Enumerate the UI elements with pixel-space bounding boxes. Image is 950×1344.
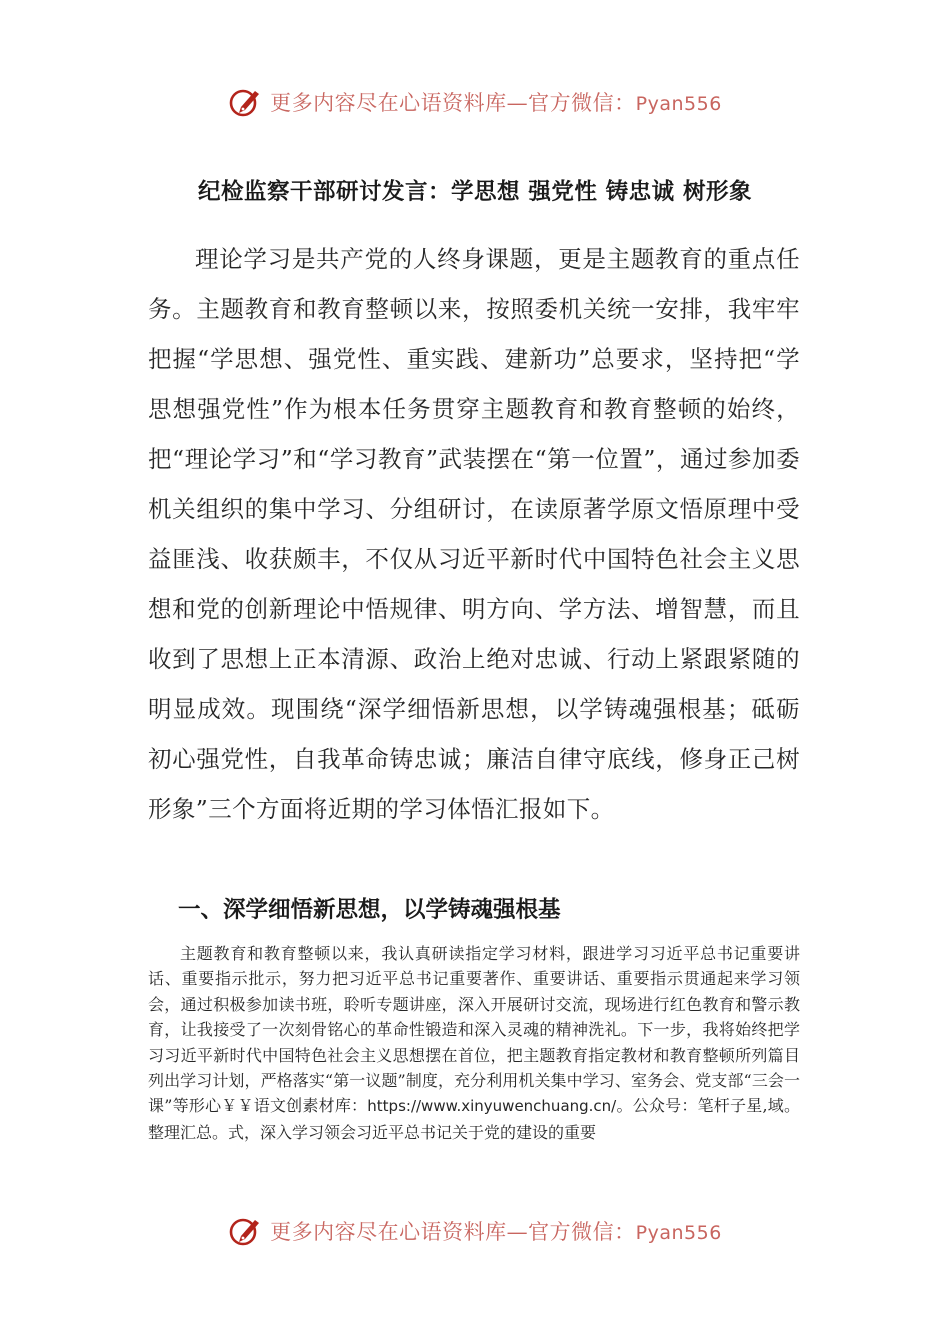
banner-wechat-id: Pyan556: [635, 93, 722, 115]
banner-text: [270, 1216, 722, 1246]
header-watermark-banner: [0, 82, 950, 122]
section-1-paragraph: [148, 941, 800, 1145]
section-1-text-b: 。公众号：笔杆子星,域。整理汇总。式，深入学习领会习近平总书记关于党的建设的重要: [148, 1096, 800, 1142]
section-1-url: https://www.xinyuwenchuang.cn/: [367, 1097, 617, 1116]
banner-text-cn: 更多内容尽在心语资料库—官方微信：: [270, 1220, 636, 1244]
banner-wechat-id: Pyan556: [635, 1222, 722, 1244]
banner-text: [270, 87, 722, 117]
document-title: 纪检监察干部研讨发言：学思想 强党性 铸忠诚 树形象: [197, 179, 752, 205]
banner-text-cn: 更多内容尽在心语资料库—官方微信：: [270, 91, 636, 115]
pen-nib-circle-icon: [228, 1214, 262, 1248]
section-heading-1: 一、深学细悟新思想，以学铸魂强根基: [178, 897, 561, 923]
footer-watermark-banner: [0, 1211, 950, 1251]
intro-paragraph: 理论学习是共产党的人终身课题，更是主题教育的重点任务。主题教育和教育整顿以来，按照委机关统一安排，我牢牢把握“学思想、强党性、重实践、建新功”总要求，坚持把“学思想强党性”作为根本任务贯穿主题教育和教育整顿的始终，把“理论学习”和“学习教育”武装摆在“第一位置”，通过参加委机关组织的集中学习、分组研讨，在读原著学原文悟原理中受益匪浅、收获颇丰，不仅从习近平新时代中国特色社会主义思想和党的创新理论中悟规律、明方向、学方法、增智慧，而且收到了思想上正本清源、政治上绝对忠诚、行动上紧跟紧随的明显成效。现围绕“深学细悟新思想，以学铸魂强根基；砥砺初心强党性，自我革命铸忠诚；廉洁自律守底线，修身正己树形象”三个方面将近期的学习体悟汇报如下。: [148, 245, 800, 823]
section-1-text-a: 主题教育和教育整顿以来，我认真研读指定学习材料，跟进学习习近平总书记重要讲话、重要指示批示，努力把习近平总书记重要著作、重要讲话、重要指示贯通起来学习领会，通过积极参加读书班，聆听专题讲座，深入开展研讨交流，现场进行红色教育和警示教育，让我接受了一次刻骨铭心的革命性锻造和深入灵魂的精神洗礼。下一步，我将始终把学习习近平新时代中国特色社会主义思想摆在首位，把主题教育指定教材和教育整顿所列篇目列出学习计划，严格落实“第一议题”制度，充分利用机关集中学习、室务会、党支部“三会一课”等形心￥￥语文创素材库：: [148, 944, 800, 1116]
pen-nib-circle-icon: [228, 85, 262, 119]
